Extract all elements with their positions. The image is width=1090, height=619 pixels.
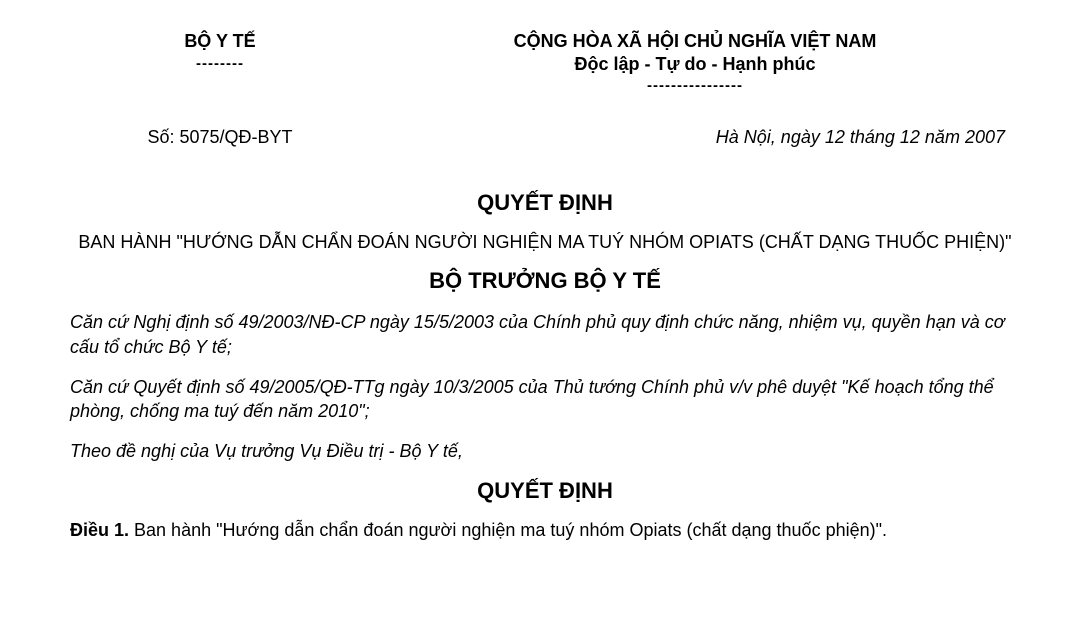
article-1-text: Ban hành "Hướng dẫn chẩn đoán người nghiện ma tuý nhóm Opiats (chất dạng thuốc phiện)". [129,519,887,540]
header-right-block [370,30,1020,95]
document-subtitle: BAN HÀNH "HƯỚNG DẪN CHẨN ĐOÁN NGƯỜI NGHIỆN MA TUÝ NHÓM OPIATS (CHẤT DẠNG THUỐC PHIỆN)" [78,232,1012,252]
document-number: Số: 5075/QĐ-BYT [147,127,293,147]
decide-heading: QUYẾT ĐỊNH [477,477,613,503]
header-left-block [70,30,370,95]
article-1-paragraph [70,518,1020,542]
document-header [70,30,1020,95]
national-title: CỘNG HÒA XÃ HỘI CHỦ NGHĨA VIỆT NAM [513,31,877,51]
national-motto: Độc lập - Tự do - Hạnh phúc [574,53,816,74]
recital-paragraph: Căn cứ Quyết định số 49/2005/QĐ-TTg ngày 10/3/2005 của Thủ tướng Chính phủ v/v phê duyệt "Kế hoạch tổng thể phòng, chống ma tuý đến năm 2010"; [70,376,994,422]
place-date-line: Hà Nội, ngày 12 tháng 12 năm 2007 [715,127,1005,147]
header-meta-row [70,127,1020,148]
recital-paragraph: Theo đề nghị của Vụ trưởng Vụ Điều trị - Bộ Y tế, [70,441,463,462]
recital-paragraph: Căn cứ Nghị định số 49/2003/NĐ-CP ngày 15/5/2003 của Chính phủ quy định chức năng, nhiệm vụ, quyền hạn và cơ cấu tổ chức Bộ Y tế; [70,312,1005,357]
article-1-label: Điều 1. [70,519,130,540]
right-divider-dashes: ---------------- [647,77,743,94]
document-title: QUYẾT ĐỊNH [477,190,613,215]
issuer-title: BỘ TRƯỞNG BỘ Y TẾ [429,268,661,294]
left-divider-dashes: -------- [196,54,244,72]
issuing-org-name: BỘ Y TẾ [184,31,256,51]
